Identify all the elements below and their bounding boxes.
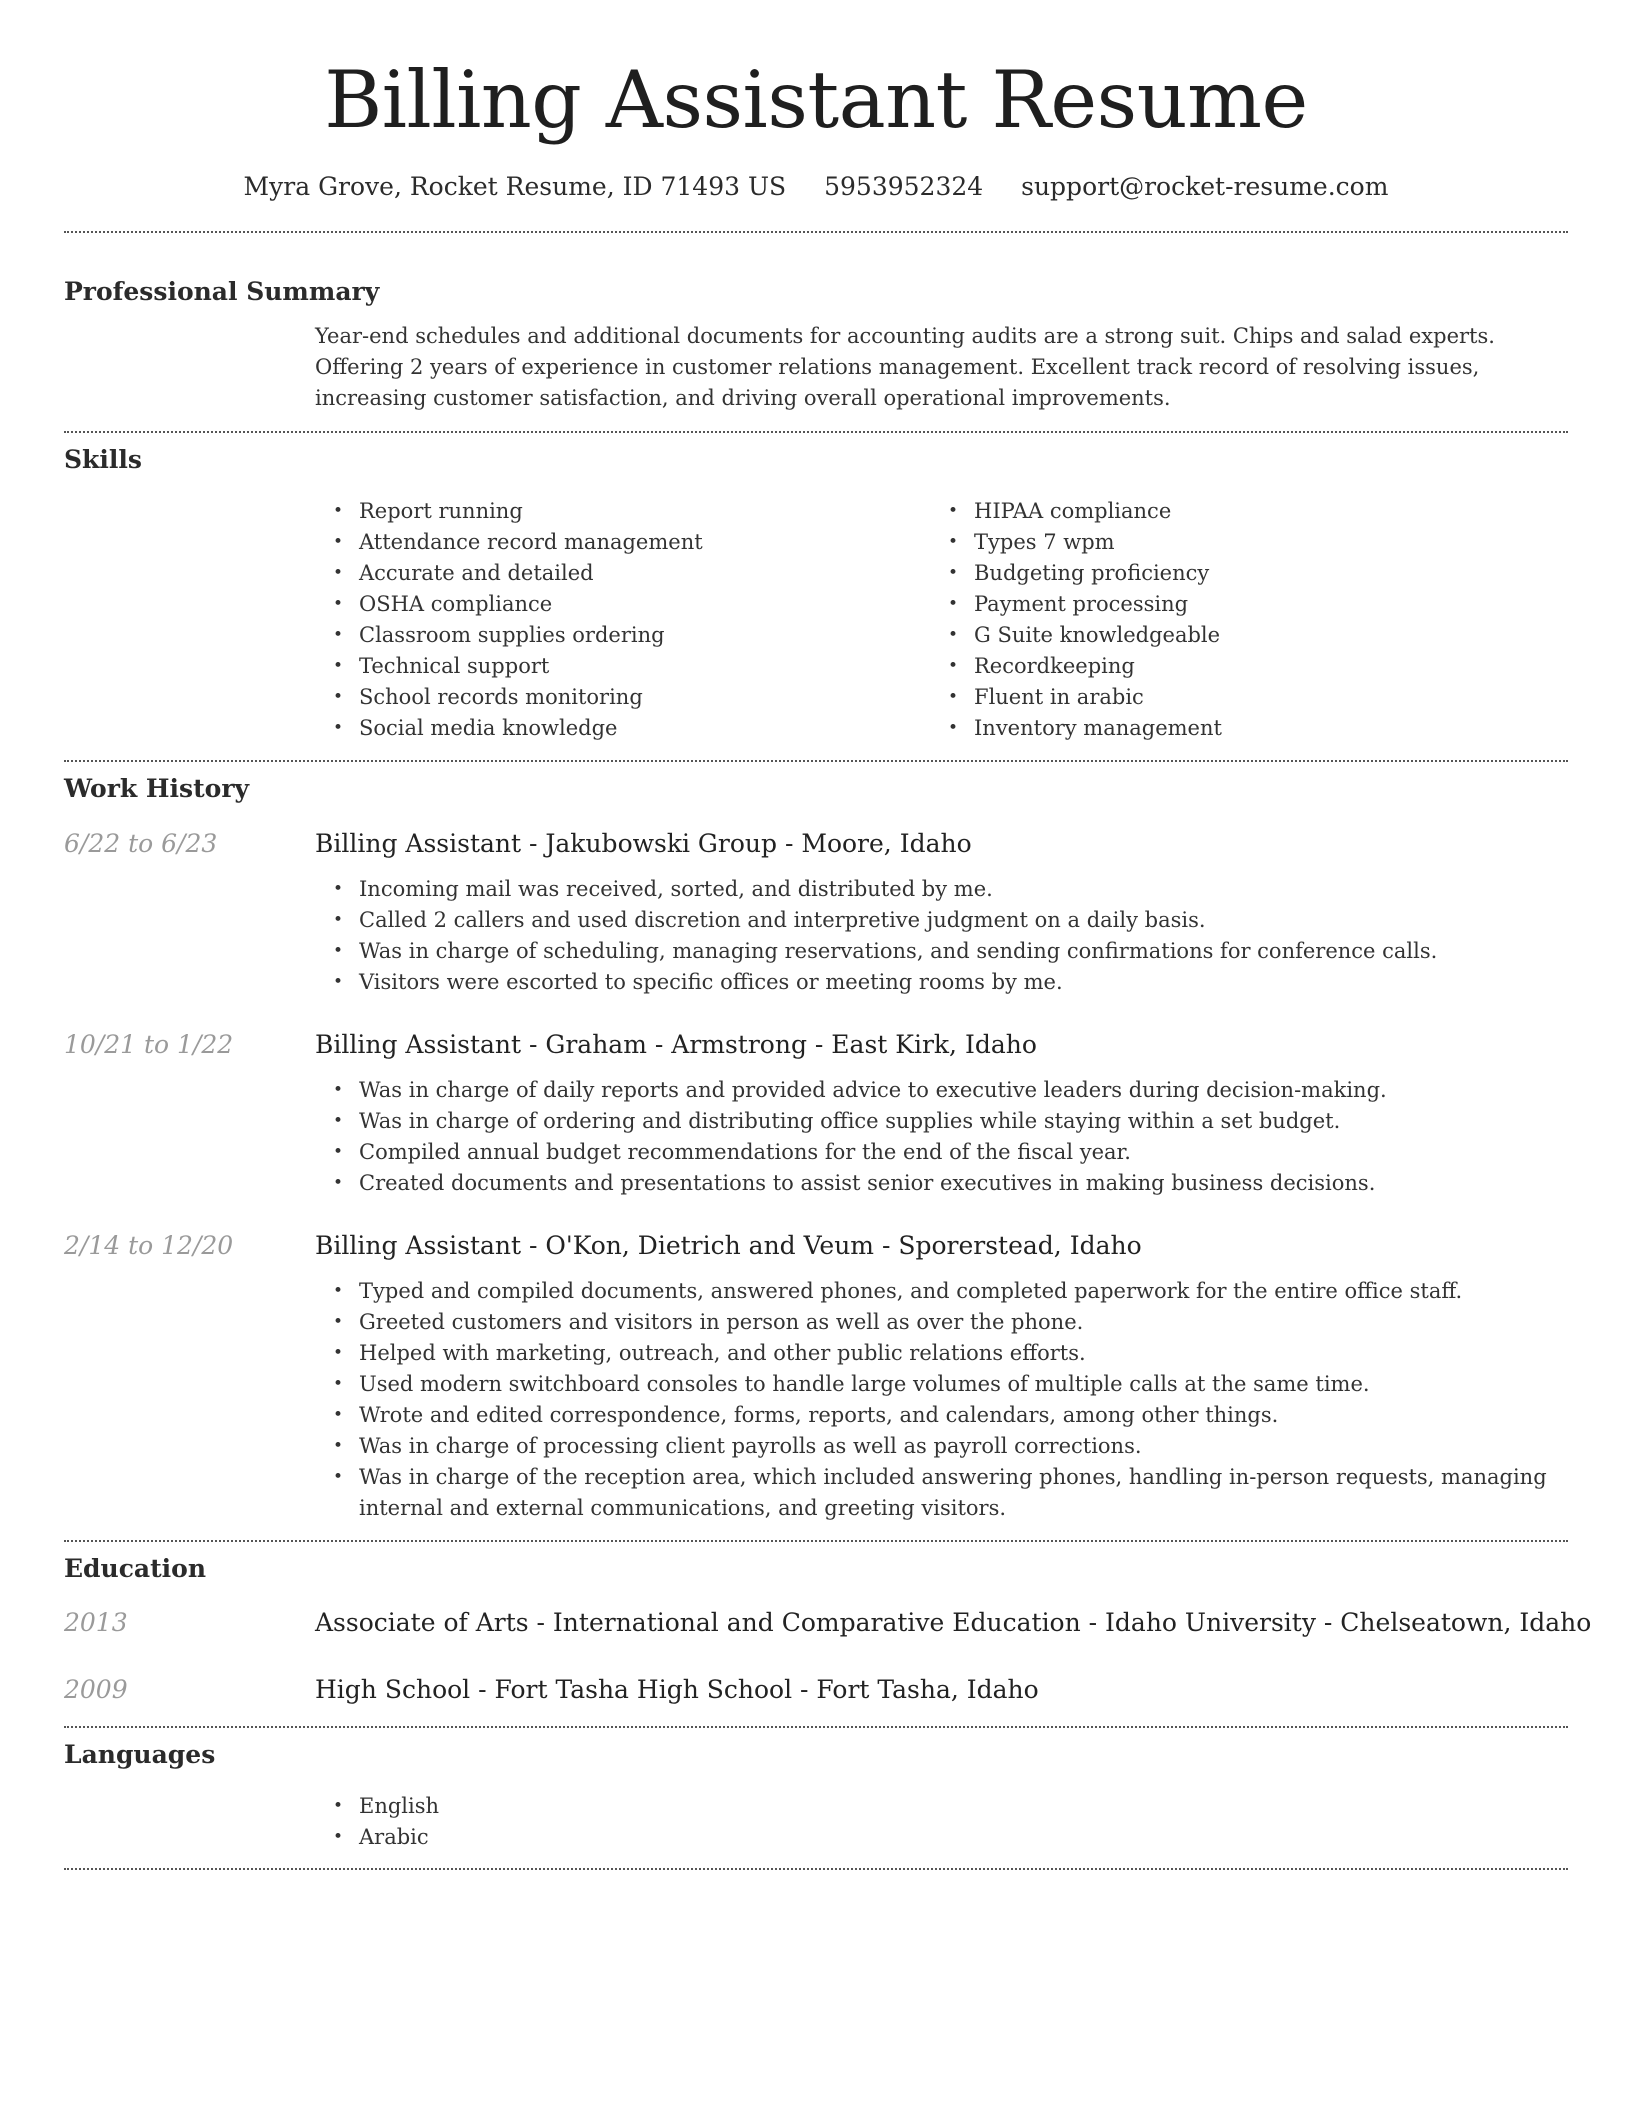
job-duty: • Was in charge of scheduling, managing reservations, and sending confirmations for conference calls. — [359, 936, 1568, 967]
skill-item: • Fluent in arabic — [974, 682, 1545, 713]
job-duty: • Used modern switchboard consoles to handle large volumes of multiple calls at the same time. — [359, 1369, 1568, 1400]
education-heading: Education — [64, 1554, 207, 1583]
job-header — [64, 1229, 1568, 1263]
divider — [64, 1726, 1568, 1728]
job-title: Billing Assistant - Graham - Armstrong - East Kirk, Idaho — [315, 1030, 1037, 1059]
skill-item: • OSHA compliance — [359, 589, 930, 620]
job-duty: • Helped with marketing, outreach, and other public relations efforts. — [359, 1338, 1568, 1369]
education-title: Associate of Arts - International and Comparative Education - Idaho University - Chelseatown, Idaho — [315, 1608, 1592, 1637]
job-title: Billing Assistant - O'Kon, Dietrich and Veum - Sporerstead, Idaho — [315, 1231, 1142, 1260]
skill-item: • School records monitoring — [359, 682, 930, 713]
education-year: 2013 — [64, 1608, 128, 1637]
contact-email: support@rocket-resume.com — [1021, 172, 1389, 201]
skill-item: • Report running — [359, 496, 930, 527]
education-year: 2009 — [64, 1675, 128, 1704]
job-header — [64, 1028, 1568, 1062]
summary-text: Year-end schedules and additional documents for accounting audits are a strong suit. Chips and salad experts. Offering 2 years of experience in customer relations management. Excellent track record of resolving issues, increasing customer satisfaction, and driving overall operational improvements. — [315, 324, 1495, 410]
languages-heading: Languages — [64, 1740, 216, 1769]
skill-item: • Budgeting proficiency — [974, 558, 1545, 589]
skill-item: • Recordkeeping — [974, 651, 1545, 682]
job-header — [64, 827, 1568, 861]
job-dates: 10/21 to 1/22 — [64, 1030, 234, 1059]
job-dates: 2/14 to 12/20 — [64, 1231, 234, 1260]
job-dates: 6/22 to 6/23 — [64, 829, 218, 858]
skill-item: • G Suite knowledgeable — [974, 620, 1545, 651]
resume-title: Billing Assistant Resume — [324, 54, 1308, 146]
job-duty: • Wrote and edited correspondence, forms, reports, and calendars, among other things. — [359, 1400, 1568, 1431]
job-entry — [64, 827, 1568, 998]
skill-item: • Accurate and detailed — [359, 558, 930, 589]
divider — [64, 1540, 1568, 1542]
job-duty: • Created documents and presentations to assist senior executives in making business decisions. — [359, 1168, 1568, 1199]
job-duties — [315, 1075, 1568, 1199]
languages-list-wrap — [315, 1791, 1568, 1853]
job-entry — [64, 1229, 1568, 1524]
contact-phone: 5953952324 — [824, 172, 984, 201]
skill-item: • Types 7 wpm — [974, 527, 1545, 558]
skill-item: • Attendance record management — [359, 527, 930, 558]
divider — [64, 431, 1568, 433]
skill-item: • Social media knowledge — [359, 713, 930, 744]
job-duties — [315, 1276, 1568, 1524]
divider — [64, 231, 1568, 233]
skills-column-right — [930, 496, 1545, 744]
job-entry — [64, 1028, 1568, 1199]
languages-list — [315, 1791, 1568, 1853]
job-duty: • Was in charge of the reception area, which included answering phones, handling in-person requests, managing internal and external communications, and greeting visitors. — [359, 1462, 1568, 1524]
divider — [64, 1868, 1568, 1870]
skill-item: • Inventory management — [974, 713, 1545, 744]
divider — [64, 760, 1568, 762]
contact-address: Myra Grove, Rocket Resume, ID 71493 US — [243, 172, 787, 201]
skill-item: • Payment processing — [974, 589, 1545, 620]
job-duty: • Compiled annual budget recommendations for the end of the fiscal year. — [359, 1137, 1568, 1168]
job-duties — [315, 874, 1568, 998]
skill-item: • Classroom supplies ordering — [359, 620, 930, 651]
skills-column-left — [315, 496, 930, 744]
education-title: High School - Fort Tasha High School - Fort Tasha, Idaho — [315, 1675, 1039, 1704]
skill-item: • Technical support — [359, 651, 930, 682]
job-duty: • Visitors were escorted to specific offices or meeting rooms by me. — [359, 967, 1568, 998]
job-duty: • Was in charge of processing client payrolls as well as payroll corrections. — [359, 1431, 1568, 1462]
skills-list-right — [930, 496, 1545, 744]
summary-heading: Professional Summary — [64, 277, 380, 306]
work-heading: Work History — [64, 774, 250, 803]
language-item: • Arabic — [359, 1822, 1568, 1853]
job-duties-list — [315, 1075, 1568, 1199]
education-entry — [64, 1606, 1592, 1640]
job-duty: • Typed and compiled documents, answered phones, and completed paperwork for the entire office staff. — [359, 1276, 1568, 1307]
skills-grid — [315, 496, 1568, 744]
job-duty: • Incoming mail was received, sorted, and distributed by me. — [359, 874, 1568, 905]
contact-line — [64, 170, 1568, 204]
skills-list-left — [315, 496, 930, 744]
job-duty: • Greeted customers and visitors in person as well as over the phone. — [359, 1307, 1568, 1338]
job-duty: • Was in charge of daily reports and provided advice to executive leaders during decision-making. — [359, 1075, 1568, 1106]
education-entry — [64, 1673, 1568, 1707]
skill-item: • HIPAA compliance — [974, 496, 1545, 527]
job-duty: • Was in charge of ordering and distributing office supplies while staying within a set budget. — [359, 1106, 1568, 1137]
job-title: Billing Assistant - Jakubowski Group - Moore, Idaho — [315, 829, 972, 858]
job-duties-list — [315, 874, 1568, 998]
language-item: • English — [359, 1791, 1568, 1822]
job-duties-list — [315, 1276, 1568, 1524]
job-duty: • Called 2 callers and used discretion and interpretive judgment on a daily basis. — [359, 905, 1568, 936]
skills-heading: Skills — [64, 445, 142, 474]
